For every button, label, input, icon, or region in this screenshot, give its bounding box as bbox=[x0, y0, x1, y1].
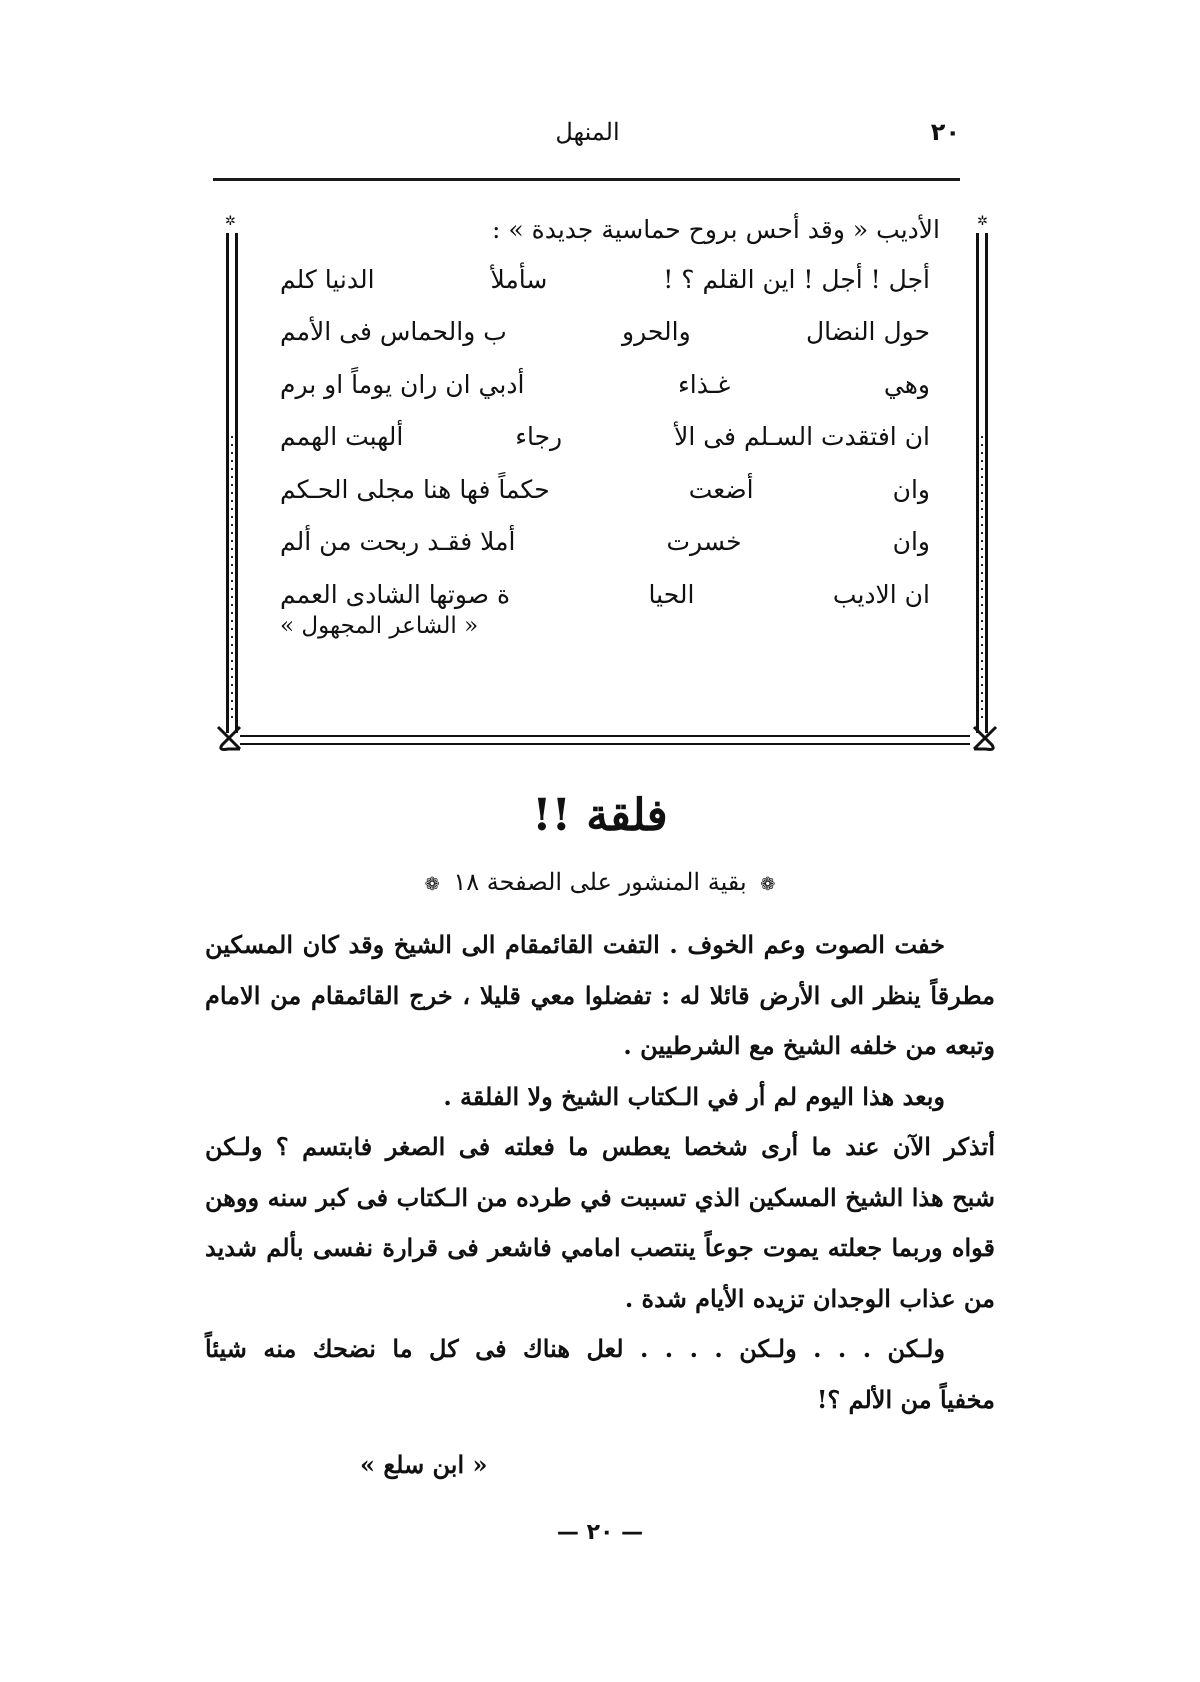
verse-part: رجاء bbox=[515, 422, 563, 452]
verse-part: أضعت bbox=[688, 474, 754, 504]
verse-part: ان الاديب bbox=[832, 579, 930, 609]
verse-line bbox=[280, 358, 930, 411]
star-ornament-icon: ✲ bbox=[225, 214, 236, 229]
verse-part: والحرو bbox=[622, 317, 691, 347]
poem-intro: الأديب « وقد أحس بروح حماسية جديدة » : bbox=[492, 215, 940, 244]
flower-ornament-icon: ❁ bbox=[760, 874, 776, 895]
header-page-number: ٢٠ bbox=[930, 118, 960, 146]
knot-ornament-icon bbox=[970, 723, 1000, 753]
star-ornament-icon: ✲ bbox=[977, 214, 988, 229]
verse-part: ان افتقدت السـلم فى الأ bbox=[674, 422, 930, 452]
body-line: شبح هذا الشيخ المسكين الذي تسببت في طرده من الـكتاب فى كبر سنه ووهن bbox=[205, 1182, 995, 1212]
header-divider bbox=[213, 178, 960, 181]
body-line: من عذاب الوجدان تزيده الأيام شدة . bbox=[624, 1283, 995, 1313]
journal-title: المنهل bbox=[555, 118, 620, 146]
article-signature: « ابن سلع » bbox=[360, 1450, 488, 1479]
verse-line bbox=[280, 411, 930, 464]
footer-page-number: — ٢٠ — bbox=[556, 1520, 644, 1545]
verse-line bbox=[280, 516, 930, 569]
verse-line bbox=[280, 253, 930, 306]
verse-part: ألهبت الهمم bbox=[280, 422, 404, 452]
poem-attribution: « الشاعر المجهول » bbox=[280, 613, 479, 639]
body-line: وبعد هذا اليوم لم أر في الـكتاب الشيخ ولا الفلقة . bbox=[443, 1081, 945, 1111]
verse-line bbox=[280, 306, 930, 359]
body-line: وتبعه من خلفه الشيخ مع الشرطيين . bbox=[623, 1031, 995, 1060]
body-line: مخفياً من الألم ؟! bbox=[816, 1384, 995, 1414]
poem-verses bbox=[280, 253, 930, 621]
verse-part: حول النضال bbox=[805, 317, 930, 347]
article-title: فلقة !! bbox=[532, 790, 668, 841]
verse-part: الدنيا كلم bbox=[280, 264, 375, 294]
knot-ornament-icon bbox=[214, 723, 244, 753]
verse-part: سأملأ bbox=[490, 264, 548, 294]
verse-line bbox=[280, 463, 930, 516]
frame-bottom-rule bbox=[240, 733, 970, 747]
verse-part: الحيا bbox=[648, 579, 695, 609]
verse-part: أدبي ان ران يوماً او برم bbox=[280, 369, 525, 399]
running-header bbox=[215, 118, 960, 158]
verse-part: وان bbox=[892, 474, 930, 504]
verse-part: أجل ! أجل ! اين القلم ؟ ! bbox=[663, 264, 930, 294]
body-line: قواه وربما جعلته يموت جوعاً ينتصب امامي فاشعر فى قرارة نفسى بألم شديد bbox=[205, 1233, 995, 1262]
frame-pillar-right bbox=[976, 233, 988, 733]
continued-note bbox=[0, 868, 1200, 896]
body-line: ولـكن . . . ولـكن . . . . لعل هناك فى كل ما نضحك منه شيئاً bbox=[205, 1334, 945, 1363]
article-body bbox=[205, 920, 995, 1425]
verse-part: وان bbox=[892, 527, 930, 557]
frame-pillar-left bbox=[226, 233, 238, 733]
body-line: خفت الصوت وعم الخوف . التفت القائمقام الى الشيخ وقد كان المسكين bbox=[205, 930, 945, 959]
poem-frame bbox=[210, 215, 1000, 760]
continued-note-text: بقية المنشور على الصفحة ١٨ bbox=[453, 868, 747, 896]
verse-part: وهي bbox=[883, 369, 930, 399]
verse-part: ب والحماس فى الأمم bbox=[280, 317, 507, 347]
verse-part: حكماً فها هنا مجلى الحـكم bbox=[280, 474, 550, 504]
verse-part: أملا فقـد ربحت من ألم bbox=[280, 527, 516, 557]
body-line: أتذكر الآن عند ما أرى شخصا يعطس ما فعلته فى الصغر فابتسم ؟ ولـكن bbox=[205, 1132, 995, 1161]
body-line: مطرقاً ينظر الى الأرض قائلا له : تفضلوا معي قليلا ، خرج القائمقام من الامام bbox=[205, 980, 995, 1010]
verse-part: غـذاء bbox=[678, 369, 731, 399]
flower-ornament-icon: ❁ bbox=[424, 874, 440, 895]
verse-part: ة صوتها الشادى العمم bbox=[280, 579, 511, 609]
verse-part: خسرت bbox=[666, 527, 742, 557]
